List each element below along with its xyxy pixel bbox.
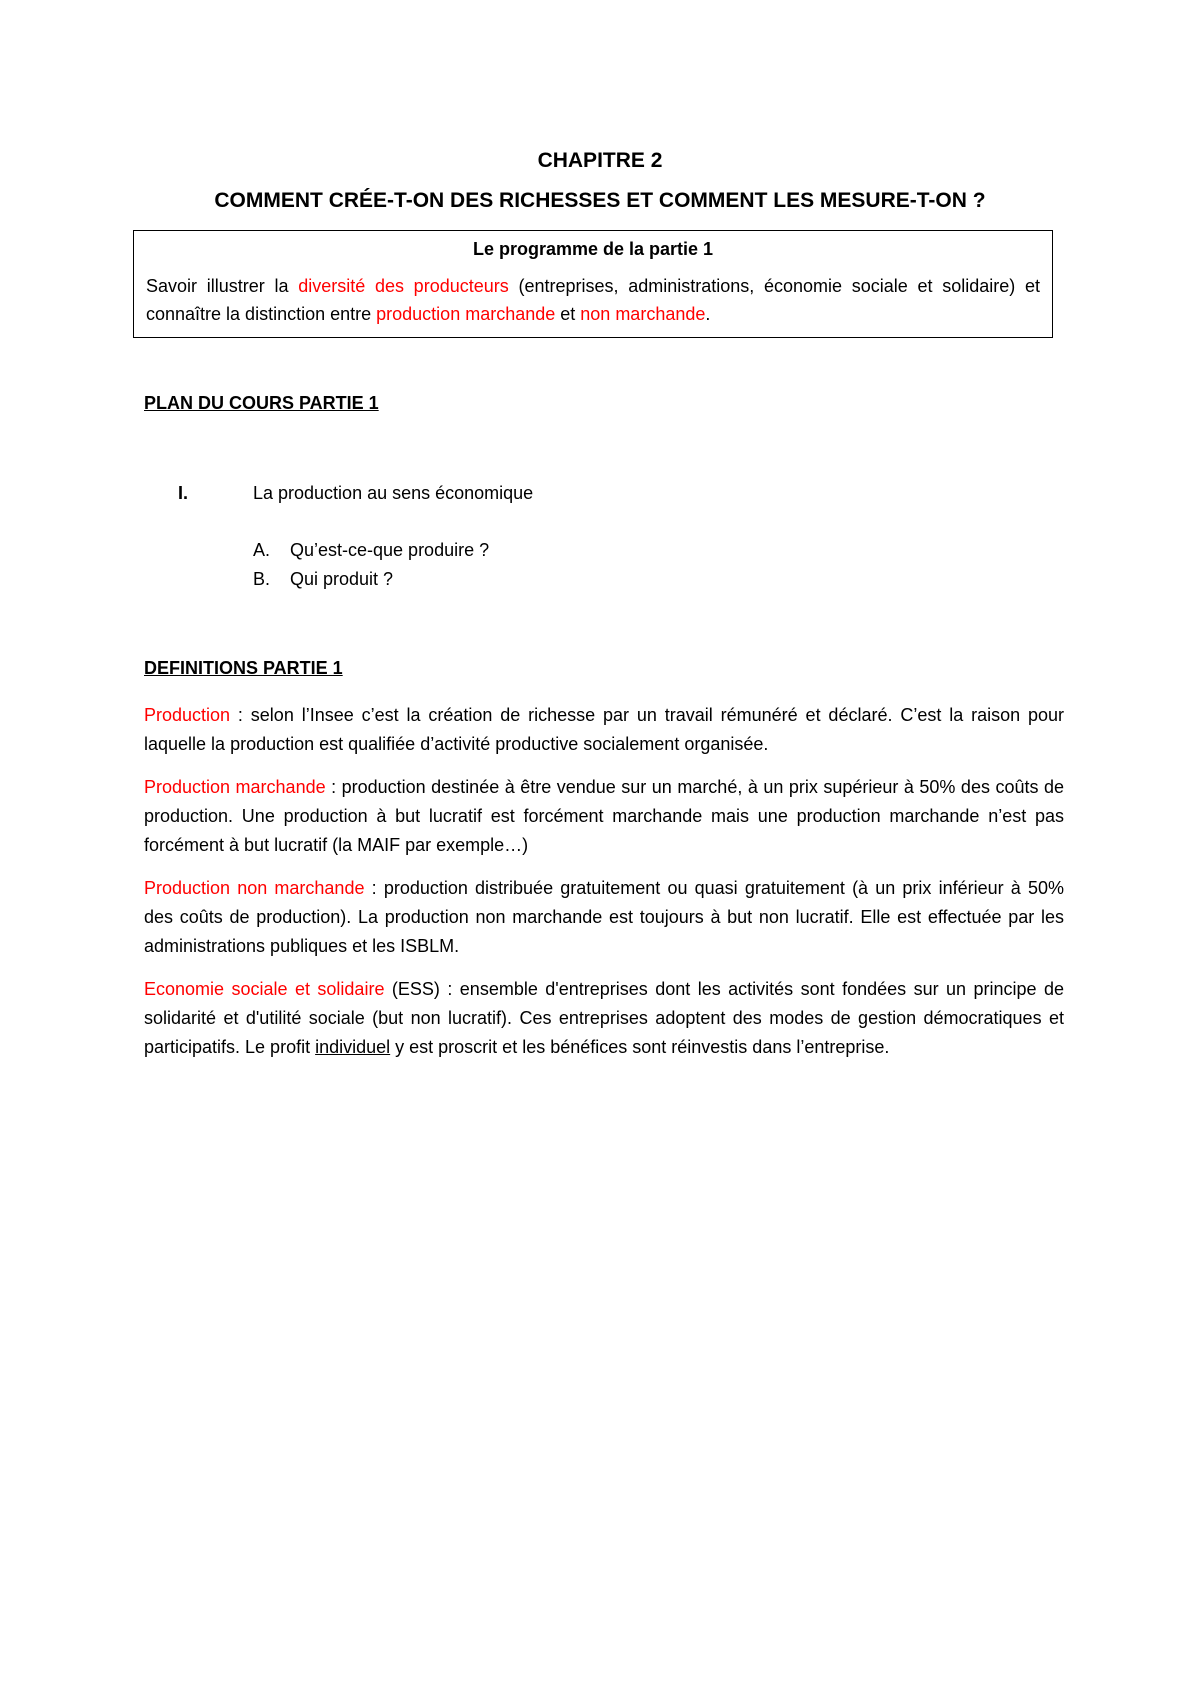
definition-text: production destinée à être vendue sur un marché, à un prix supérieur à 50% des coûts de production. Une production à but lucratif est forcément marchande mais une production marchande n’est pas forcément à but lucratif (la MAIF par exemple…): [144, 777, 1064, 855]
definition-text-after: y est proscrit et les bénéfices sont réinvestis dans l’entreprise.: [390, 1037, 890, 1057]
plan-heading: PLAN DU COURS PARTIE 1: [144, 393, 379, 413]
programme-highlight-diversity: diversité des producteurs: [298, 276, 509, 296]
programme-heading: Le programme de la partie 1: [472, 239, 714, 259]
definition-text: selon l’Insee c’est la création de richesse par un travail rémunéré et déclaré. C’est la raison pour laquelle la production est qualifiée d’activité productive socialement organisée.: [144, 705, 1064, 754]
definition-separator: (ESS) :: [384, 979, 460, 999]
plan-sub-a-title: Qu’est-ce-que produire ?: [290, 540, 490, 560]
definition-term: Production marchande: [144, 777, 326, 797]
definition-ess: [144, 975, 1064, 1062]
programme-text-4: .: [705, 304, 711, 324]
plan-section-title: La production au sens économique: [253, 483, 534, 503]
definition-underlined-word: individuel: [315, 1037, 391, 1057]
plan-sub-b-title: Qui produit ?: [290, 569, 394, 589]
programme-box: [133, 230, 1053, 338]
definition-text: production distribuée gratuitement ou quasi gratuitement (à un prix inférieur à 50% des coûts de production). La production non marchande est toujours à but non lucratif. Elle est effectuée par les administrations publiques et les ISBLM.: [144, 878, 1064, 956]
chapter-title: [0, 148, 1200, 214]
definition-text-before: ensemble d'entreprises dont les activités sont fondées sur un principe de solidarité et d'utilité sociale (but non lucratif). Ces entreprises adoptent des modes de gestion démocratiques et participatifs. Le profit: [144, 979, 1064, 1057]
definition-term: Production non marchande: [144, 878, 365, 898]
plan-roman-numeral: I.: [178, 483, 189, 503]
programme-text-1: Savoir illustrer la: [146, 276, 299, 296]
definitions-heading: DEFINITIONS PARTIE 1: [144, 658, 343, 678]
definition-production-marchande: [144, 773, 1064, 860]
definition-term: Economie sociale et solidaire: [144, 979, 385, 999]
definition-separator: :: [364, 878, 384, 898]
definition-term: Production: [144, 705, 231, 725]
chapter-question: COMMENT CRÉE-T-ON DES RICHESSES ET COMMENT LES MESURE-T-ON ?: [214, 189, 986, 212]
programme-text: [146, 272, 1040, 328]
chapter-number: CHAPITRE 2: [537, 149, 663, 172]
definition-production: [144, 701, 1064, 759]
programme-highlight-market: production marchande: [376, 304, 556, 324]
definition-production-non-marchande: [144, 874, 1064, 961]
definitions-list: [144, 701, 1064, 1076]
definition-separator: :: [230, 705, 251, 725]
programme-highlight-nonmarket: non marchande: [580, 304, 706, 324]
programme-text-2: (entreprises, administrations, économie sociale et solidaire) et connaître la distinction entre: [146, 276, 1040, 324]
plan-sub-a-letter: A.: [253, 540, 271, 560]
programme-text-3: et: [555, 304, 581, 324]
definition-separator: :: [325, 777, 342, 797]
plan-sub-b-letter: B.: [253, 569, 271, 589]
